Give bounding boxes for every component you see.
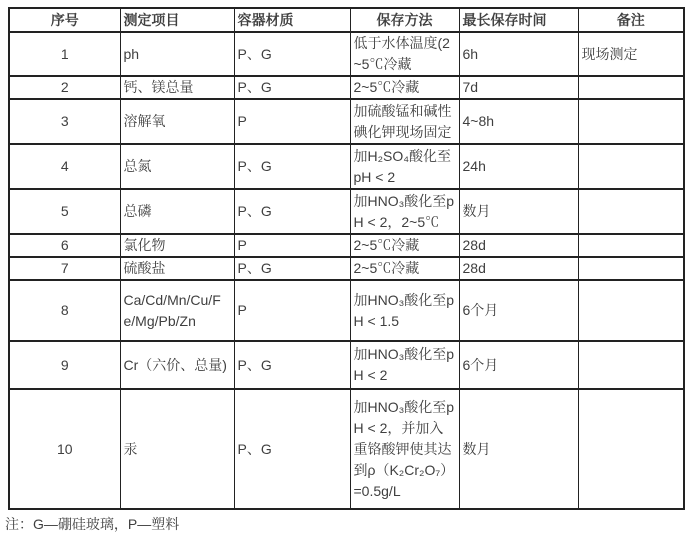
cell-note — [578, 189, 684, 234]
table-row — [9, 280, 684, 341]
header-item: 测定项目 — [120, 8, 234, 32]
cell-method: 加H₂SO₄酸化至pH < 2 — [350, 144, 459, 189]
cell-item: 硫酸盐 — [120, 257, 234, 280]
table-row — [9, 257, 684, 280]
cell-no: 2 — [9, 76, 120, 99]
cell-note — [578, 76, 684, 99]
cell-container: P — [234, 234, 350, 257]
cell-no: 7 — [9, 257, 120, 280]
cell-note — [578, 257, 684, 280]
cell-method: 加HNO₃酸化至pH < 1.5 — [350, 280, 459, 341]
cell-method: 加硫酸锰和碱性碘化钾现场固定 — [350, 99, 459, 144]
cell-time: 6个月 — [459, 341, 578, 389]
cell-method: 低于水体温度(2~5℃冷藏 — [350, 32, 459, 76]
cell-note — [578, 234, 684, 257]
cell-time: 6h — [459, 32, 578, 76]
cell-note — [578, 99, 684, 144]
cell-container: P、G — [234, 32, 350, 76]
cell-no: 3 — [9, 99, 120, 144]
cell-container: P、G — [234, 341, 350, 389]
cell-no: 8 — [9, 280, 120, 341]
table-row — [9, 76, 684, 99]
cell-method: 加HNO₃酸化至pH < 2，并加入重铬酸钾使其达到ρ（K₂Cr₂O₇）=0.5g/L — [350, 389, 459, 509]
footnote: 注：G—硼硅玻璃，P—塑料 — [5, 516, 180, 532]
cell-time: 4~8h — [459, 99, 578, 144]
cell-no: 5 — [9, 189, 120, 234]
cell-item: 总氮 — [120, 144, 234, 189]
cell-note — [578, 389, 684, 509]
header-time: 最长保存时间 — [459, 8, 578, 32]
table-row — [9, 32, 684, 76]
header-method: 保存方法 — [350, 8, 459, 32]
cell-note — [578, 341, 684, 389]
cell-item: 钙、镁总量 — [120, 76, 234, 99]
table-row — [9, 234, 684, 257]
header-container: 容器材质 — [234, 8, 350, 32]
cell-time: 数月 — [459, 189, 578, 234]
cell-time: 28d — [459, 257, 578, 280]
cell-time: 6个月 — [459, 280, 578, 341]
cell-method: 2~5℃冷藏 — [350, 76, 459, 99]
cell-item: 溶解氧 — [120, 99, 234, 144]
cell-time: 7d — [459, 76, 578, 99]
cell-container: P — [234, 99, 350, 144]
cell-container: P、G — [234, 257, 350, 280]
cell-no: 9 — [9, 341, 120, 389]
cell-container: P — [234, 280, 350, 341]
cell-method: 2~5℃冷藏 — [350, 234, 459, 257]
cell-method: 加HNO₃酸化至pH < 2，2~5℃ — [350, 189, 459, 234]
cell-time: 28d — [459, 234, 578, 257]
cell-container: P、G — [234, 189, 350, 234]
cell-no: 10 — [9, 389, 120, 509]
table-row — [9, 389, 684, 509]
cell-container: P、G — [234, 76, 350, 99]
cell-item: 氯化物 — [120, 234, 234, 257]
cell-no: 4 — [9, 144, 120, 189]
header-no: 序号 — [9, 8, 120, 32]
cell-item: 汞 — [120, 389, 234, 509]
cell-note — [578, 280, 684, 341]
cell-time: 数月 — [459, 389, 578, 509]
cell-item: ph — [120, 32, 234, 76]
table-row — [9, 144, 684, 189]
water-sample-preservation-table — [8, 7, 685, 510]
cell-item: Cr（六价、总量) — [120, 341, 234, 389]
cell-method: 2~5℃冷藏 — [350, 257, 459, 280]
cell-no: 6 — [9, 234, 120, 257]
cell-item: Ca/Cd/Mn/Cu/Fe/Mg/Pb/Zn — [120, 280, 234, 341]
cell-method: 加HNO₃酸化至pH < 2 — [350, 341, 459, 389]
table-row — [9, 189, 684, 234]
cell-note: 现场测定 — [578, 32, 684, 76]
cell-container: P、G — [234, 144, 350, 189]
cell-container: P、G — [234, 389, 350, 509]
cell-item: 总磷 — [120, 189, 234, 234]
header-note: 备注 — [578, 8, 684, 32]
cell-no: 1 — [9, 32, 120, 76]
cell-note — [578, 144, 684, 189]
table-row — [9, 99, 684, 144]
cell-time: 24h — [459, 144, 578, 189]
table-row — [9, 341, 684, 389]
table-header-row — [9, 8, 684, 32]
